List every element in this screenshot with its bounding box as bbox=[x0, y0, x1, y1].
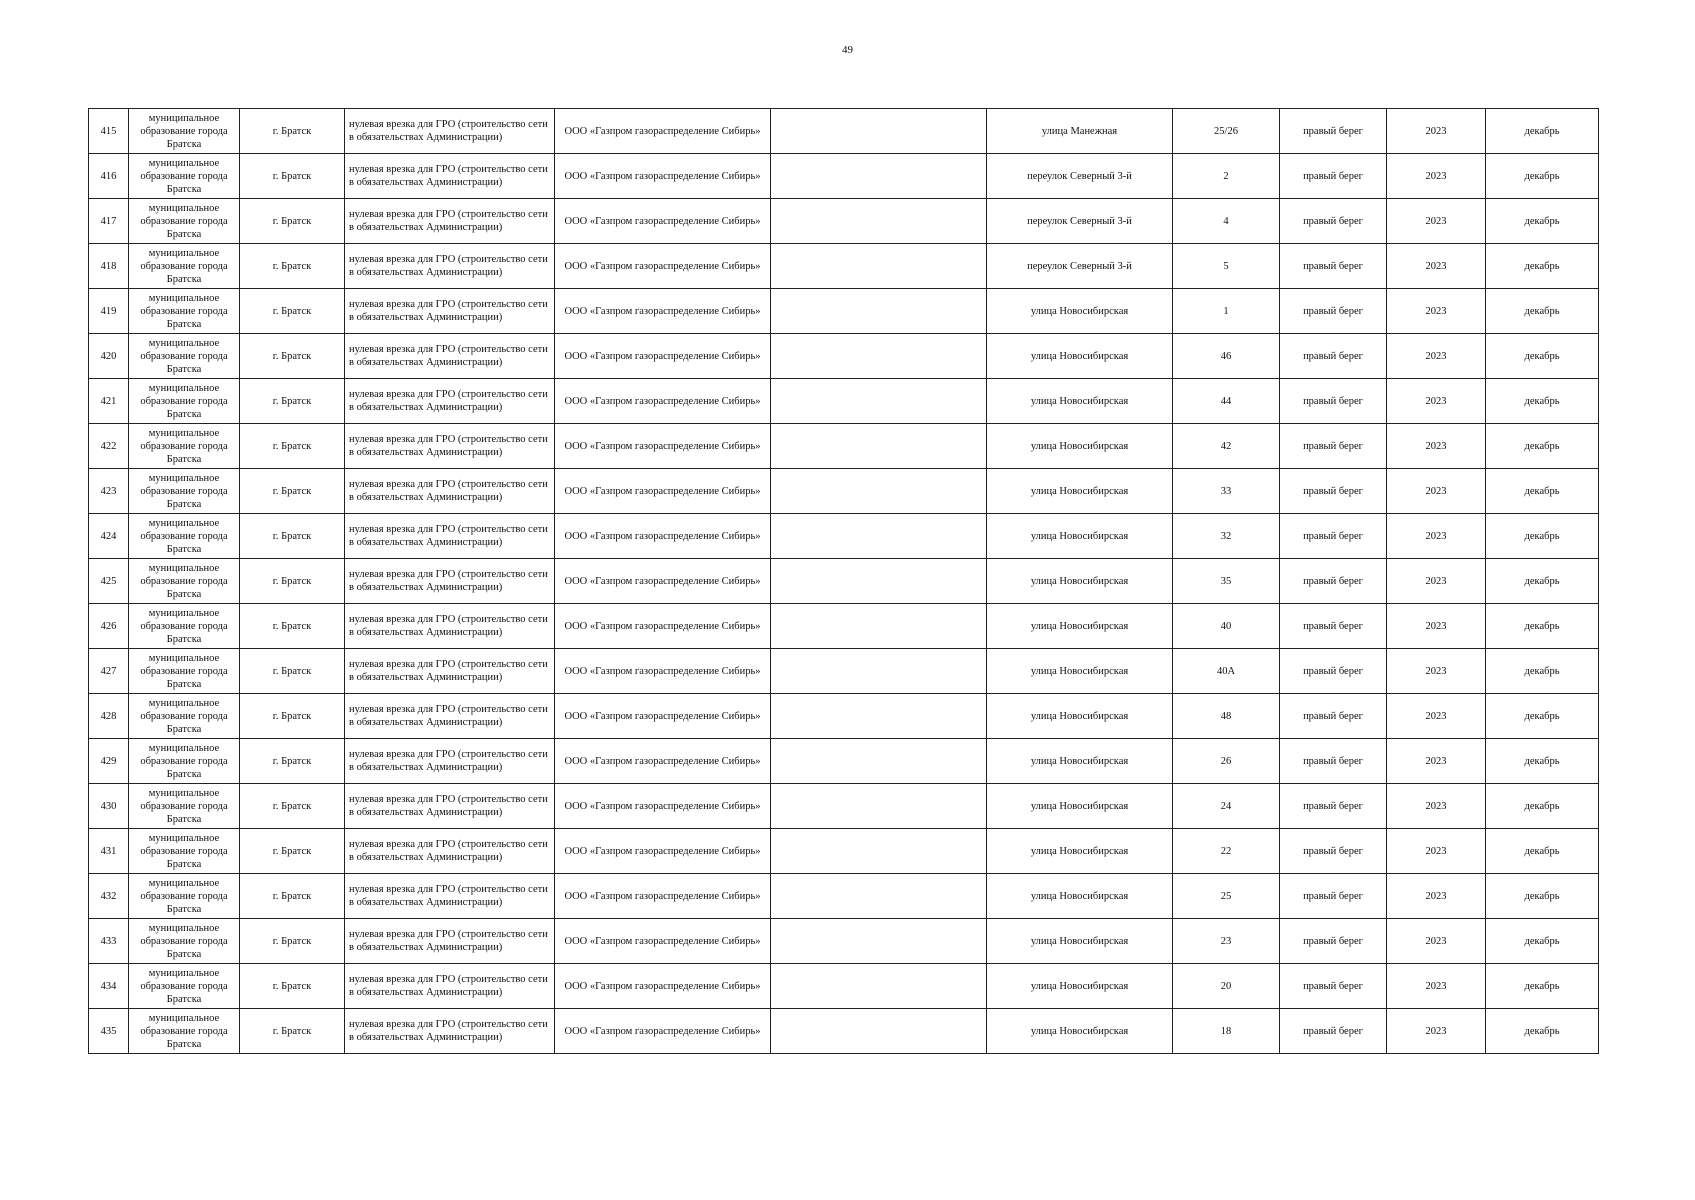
cell-work-description: нулевая врезка для ГРО (строительство сети в обязательствах Администрации) bbox=[345, 109, 555, 154]
cell-empty bbox=[771, 1009, 987, 1054]
cell-river-bank: правый берег bbox=[1280, 604, 1387, 649]
cell-work-description: нулевая врезка для ГРО (строительство сети в обязательствах Администрации) bbox=[345, 739, 555, 784]
table-row bbox=[89, 874, 1599, 919]
cell-gas-company: ООО «Газпром газораспределение Сибирь» bbox=[555, 199, 771, 244]
cell-settlement: г. Братск bbox=[240, 784, 345, 829]
cell-row-number: 423 bbox=[89, 469, 129, 514]
cell-municipality: муниципальное образование города Братска bbox=[129, 874, 240, 919]
cell-house-number: 33 bbox=[1173, 469, 1280, 514]
cell-street: переулок Северный 3-й bbox=[987, 154, 1173, 199]
cell-municipality: муниципальное образование города Братска bbox=[129, 739, 240, 784]
cell-empty bbox=[771, 514, 987, 559]
cell-row-number: 431 bbox=[89, 829, 129, 874]
cell-year: 2023 bbox=[1387, 784, 1486, 829]
cell-street: улица Новосибирская bbox=[987, 829, 1173, 874]
cell-work-description: нулевая врезка для ГРО (строительство сети в обязательствах Администрации) bbox=[345, 1009, 555, 1054]
cell-house-number: 42 bbox=[1173, 424, 1280, 469]
cell-row-number: 426 bbox=[89, 604, 129, 649]
cell-house-number: 26 bbox=[1173, 739, 1280, 784]
cell-row-number: 433 bbox=[89, 919, 129, 964]
page-number: 49 bbox=[842, 44, 853, 56]
cell-row-number: 432 bbox=[89, 874, 129, 919]
cell-work-description: нулевая врезка для ГРО (строительство сети в обязательствах Администрации) bbox=[345, 199, 555, 244]
cell-row-number: 428 bbox=[89, 694, 129, 739]
cell-house-number: 48 bbox=[1173, 694, 1280, 739]
cell-empty bbox=[771, 919, 987, 964]
cell-month: декабрь bbox=[1486, 874, 1599, 919]
cell-river-bank: правый берег bbox=[1280, 919, 1387, 964]
cell-street: улица Новосибирская bbox=[987, 424, 1173, 469]
cell-year: 2023 bbox=[1387, 559, 1486, 604]
cell-empty bbox=[771, 469, 987, 514]
cell-work-description: нулевая врезка для ГРО (строительство сети в обязательствах Администрации) bbox=[345, 784, 555, 829]
cell-work-description: нулевая врезка для ГРО (строительство сети в обязательствах Администрации) bbox=[345, 424, 555, 469]
cell-street: улица Новосибирская bbox=[987, 604, 1173, 649]
cell-row-number: 429 bbox=[89, 739, 129, 784]
cell-month: декабрь bbox=[1486, 199, 1599, 244]
cell-month: декабрь bbox=[1486, 244, 1599, 289]
cell-empty bbox=[771, 784, 987, 829]
cell-row-number: 420 bbox=[89, 334, 129, 379]
table-row bbox=[89, 694, 1599, 739]
table-row bbox=[89, 649, 1599, 694]
cell-gas-company: ООО «Газпром газораспределение Сибирь» bbox=[555, 649, 771, 694]
cell-river-bank: правый берег bbox=[1280, 739, 1387, 784]
cell-empty bbox=[771, 559, 987, 604]
cell-month: декабрь bbox=[1486, 739, 1599, 784]
cell-row-number: 421 bbox=[89, 379, 129, 424]
cell-row-number: 419 bbox=[89, 289, 129, 334]
cell-month: декабрь bbox=[1486, 649, 1599, 694]
cell-municipality: муниципальное образование города Братска bbox=[129, 829, 240, 874]
cell-settlement: г. Братск bbox=[240, 469, 345, 514]
cell-settlement: г. Братск bbox=[240, 379, 345, 424]
cell-settlement: г. Братск bbox=[240, 334, 345, 379]
cell-house-number: 22 bbox=[1173, 829, 1280, 874]
cell-year: 2023 bbox=[1387, 289, 1486, 334]
cell-row-number: 434 bbox=[89, 964, 129, 1009]
cell-river-bank: правый берег bbox=[1280, 109, 1387, 154]
table-row bbox=[89, 829, 1599, 874]
cell-gas-company: ООО «Газпром газораспределение Сибирь» bbox=[555, 154, 771, 199]
cell-street: улица Новосибирская bbox=[987, 469, 1173, 514]
cell-empty bbox=[771, 604, 987, 649]
cell-settlement: г. Братск bbox=[240, 514, 345, 559]
cell-empty bbox=[771, 289, 987, 334]
cell-work-description: нулевая врезка для ГРО (строительство сети в обязательствах Администрации) bbox=[345, 244, 555, 289]
cell-settlement: г. Братск bbox=[240, 739, 345, 784]
cell-street: улица Новосибирская bbox=[987, 559, 1173, 604]
cell-settlement: г. Братск bbox=[240, 154, 345, 199]
cell-municipality: муниципальное образование города Братска bbox=[129, 199, 240, 244]
cell-work-description: нулевая врезка для ГРО (строительство сети в обязательствах Администрации) bbox=[345, 649, 555, 694]
cell-month: декабрь bbox=[1486, 604, 1599, 649]
cell-street: переулок Северный 3-й bbox=[987, 199, 1173, 244]
table-row bbox=[89, 334, 1599, 379]
cell-river-bank: правый берег bbox=[1280, 784, 1387, 829]
cell-municipality: муниципальное образование города Братска bbox=[129, 334, 240, 379]
cell-settlement: г. Братск bbox=[240, 244, 345, 289]
cell-river-bank: правый берег bbox=[1280, 334, 1387, 379]
cell-year: 2023 bbox=[1387, 334, 1486, 379]
cell-year: 2023 bbox=[1387, 919, 1486, 964]
cell-year: 2023 bbox=[1387, 199, 1486, 244]
cell-month: декабрь bbox=[1486, 559, 1599, 604]
table-row bbox=[89, 1009, 1599, 1054]
cell-street: улица Новосибирская bbox=[987, 919, 1173, 964]
cell-work-description: нулевая врезка для ГРО (строительство сети в обязательствах Администрации) bbox=[345, 514, 555, 559]
cell-settlement: г. Братск bbox=[240, 919, 345, 964]
table-row bbox=[89, 739, 1599, 784]
cell-gas-company: ООО «Газпром газораспределение Сибирь» bbox=[555, 469, 771, 514]
cell-street: переулок Северный 3-й bbox=[987, 244, 1173, 289]
table-row bbox=[89, 379, 1599, 424]
cell-street: улица Новосибирская bbox=[987, 334, 1173, 379]
cell-gas-company: ООО «Газпром газораспределение Сибирь» bbox=[555, 379, 771, 424]
cell-settlement: г. Братск bbox=[240, 694, 345, 739]
cell-gas-company: ООО «Газпром газораспределение Сибирь» bbox=[555, 964, 771, 1009]
cell-work-description: нулевая врезка для ГРО (строительство сети в обязательствах Администрации) bbox=[345, 469, 555, 514]
cell-work-description: нулевая врезка для ГРО (строительство сети в обязательствах Администрации) bbox=[345, 874, 555, 919]
cell-work-description: нулевая врезка для ГРО (строительство сети в обязательствах Администрации) bbox=[345, 154, 555, 199]
cell-empty bbox=[771, 379, 987, 424]
cell-river-bank: правый берег bbox=[1280, 289, 1387, 334]
cell-work-description: нулевая врезка для ГРО (строительство сети в обязательствах Администрации) bbox=[345, 289, 555, 334]
cell-gas-company: ООО «Газпром газораспределение Сибирь» bbox=[555, 739, 771, 784]
cell-house-number: 40 bbox=[1173, 604, 1280, 649]
cell-gas-company: ООО «Газпром газораспределение Сибирь» bbox=[555, 694, 771, 739]
cell-work-description: нулевая врезка для ГРО (строительство сети в обязательствах Администрации) bbox=[345, 604, 555, 649]
cell-month: декабрь bbox=[1486, 154, 1599, 199]
cell-gas-company: ООО «Газпром газораспределение Сибирь» bbox=[555, 109, 771, 154]
cell-work-description: нулевая врезка для ГРО (строительство сети в обязательствах Администрации) bbox=[345, 694, 555, 739]
cell-gas-company: ООО «Газпром газораспределение Сибирь» bbox=[555, 1009, 771, 1054]
cell-house-number: 18 bbox=[1173, 1009, 1280, 1054]
table-row bbox=[89, 469, 1599, 514]
cell-month: декабрь bbox=[1486, 109, 1599, 154]
cell-row-number: 435 bbox=[89, 1009, 129, 1054]
cell-month: декабрь bbox=[1486, 919, 1599, 964]
cell-house-number: 46 bbox=[1173, 334, 1280, 379]
cell-municipality: муниципальное образование города Братска bbox=[129, 154, 240, 199]
cell-settlement: г. Братск bbox=[240, 1009, 345, 1054]
cell-year: 2023 bbox=[1387, 469, 1486, 514]
cell-row-number: 416 bbox=[89, 154, 129, 199]
cell-municipality: муниципальное образование города Братска bbox=[129, 784, 240, 829]
cell-gas-company: ООО «Газпром газораспределение Сибирь» bbox=[555, 244, 771, 289]
cell-house-number: 5 bbox=[1173, 244, 1280, 289]
table-row bbox=[89, 244, 1599, 289]
table-row bbox=[89, 604, 1599, 649]
cell-gas-company: ООО «Газпром газораспределение Сибирь» bbox=[555, 919, 771, 964]
cell-municipality: муниципальное образование города Братска bbox=[129, 379, 240, 424]
cell-gas-company: ООО «Газпром газораспределение Сибирь» bbox=[555, 289, 771, 334]
cell-settlement: г. Братск bbox=[240, 649, 345, 694]
cell-house-number: 23 bbox=[1173, 919, 1280, 964]
cell-year: 2023 bbox=[1387, 874, 1486, 919]
cell-river-bank: правый берег bbox=[1280, 199, 1387, 244]
cell-river-bank: правый берег bbox=[1280, 649, 1387, 694]
cell-month: декабрь bbox=[1486, 1009, 1599, 1054]
cell-municipality: муниципальное образование города Братска bbox=[129, 244, 240, 289]
cell-house-number: 1 bbox=[1173, 289, 1280, 334]
table-row bbox=[89, 199, 1599, 244]
cell-settlement: г. Братск bbox=[240, 109, 345, 154]
cell-settlement: г. Братск bbox=[240, 199, 345, 244]
cell-row-number: 422 bbox=[89, 424, 129, 469]
cell-river-bank: правый берег bbox=[1280, 424, 1387, 469]
cell-street: улица Новосибирская bbox=[987, 964, 1173, 1009]
cell-house-number: 20 bbox=[1173, 964, 1280, 1009]
cell-municipality: муниципальное образование города Братска bbox=[129, 559, 240, 604]
cell-municipality: муниципальное образование города Братска bbox=[129, 469, 240, 514]
cell-year: 2023 bbox=[1387, 1009, 1486, 1054]
cell-river-bank: правый берег bbox=[1280, 154, 1387, 199]
cell-empty bbox=[771, 244, 987, 289]
cell-empty bbox=[771, 694, 987, 739]
cell-month: декабрь bbox=[1486, 289, 1599, 334]
cell-municipality: муниципальное образование города Братска bbox=[129, 109, 240, 154]
cell-empty bbox=[771, 874, 987, 919]
cell-year: 2023 bbox=[1387, 649, 1486, 694]
cell-gas-company: ООО «Газпром газораспределение Сибирь» bbox=[555, 784, 771, 829]
cell-work-description: нулевая врезка для ГРО (строительство сети в обязательствах Администрации) bbox=[345, 334, 555, 379]
cell-municipality: муниципальное образование города Братска bbox=[129, 649, 240, 694]
cell-settlement: г. Братск bbox=[240, 964, 345, 1009]
cell-river-bank: правый берег bbox=[1280, 874, 1387, 919]
cell-river-bank: правый берег bbox=[1280, 964, 1387, 1009]
cell-street: улица Новосибирская bbox=[987, 739, 1173, 784]
cell-municipality: муниципальное образование города Братска bbox=[129, 514, 240, 559]
cell-river-bank: правый берег bbox=[1280, 829, 1387, 874]
cell-settlement: г. Братск bbox=[240, 424, 345, 469]
cell-gas-company: ООО «Газпром газораспределение Сибирь» bbox=[555, 424, 771, 469]
cell-settlement: г. Братск bbox=[240, 559, 345, 604]
cell-year: 2023 bbox=[1387, 379, 1486, 424]
cell-work-description: нулевая врезка для ГРО (строительство сети в обязательствах Администрации) bbox=[345, 379, 555, 424]
cell-month: декабрь bbox=[1486, 424, 1599, 469]
cell-year: 2023 bbox=[1387, 154, 1486, 199]
cell-house-number: 32 bbox=[1173, 514, 1280, 559]
table-row bbox=[89, 964, 1599, 1009]
table-row bbox=[89, 514, 1599, 559]
cell-street: улица Новосибирская bbox=[987, 289, 1173, 334]
cell-house-number: 35 bbox=[1173, 559, 1280, 604]
table-row bbox=[89, 109, 1599, 154]
cell-settlement: г. Братск bbox=[240, 874, 345, 919]
cell-street: улица Новосибирская bbox=[987, 514, 1173, 559]
cell-year: 2023 bbox=[1387, 514, 1486, 559]
cell-empty bbox=[771, 649, 987, 694]
cell-municipality: муниципальное образование города Братска bbox=[129, 1009, 240, 1054]
cell-row-number: 417 bbox=[89, 199, 129, 244]
cell-settlement: г. Братск bbox=[240, 829, 345, 874]
cell-street: улица Новосибирская bbox=[987, 379, 1173, 424]
table-row bbox=[89, 424, 1599, 469]
cell-year: 2023 bbox=[1387, 964, 1486, 1009]
cell-row-number: 418 bbox=[89, 244, 129, 289]
cell-municipality: муниципальное образование города Братска bbox=[129, 694, 240, 739]
cell-gas-company: ООО «Газпром газораспределение Сибирь» bbox=[555, 559, 771, 604]
cell-row-number: 427 bbox=[89, 649, 129, 694]
cell-street: улица Новосибирская bbox=[987, 784, 1173, 829]
cell-month: декабрь bbox=[1486, 829, 1599, 874]
cell-municipality: муниципальное образование города Братска bbox=[129, 424, 240, 469]
cell-river-bank: правый берег bbox=[1280, 379, 1387, 424]
table-row bbox=[89, 154, 1599, 199]
cell-river-bank: правый берег bbox=[1280, 469, 1387, 514]
table-body bbox=[89, 109, 1599, 1054]
gas-connection-table bbox=[88, 108, 1599, 1054]
cell-row-number: 425 bbox=[89, 559, 129, 604]
cell-month: декабрь bbox=[1486, 469, 1599, 514]
cell-house-number: 40А bbox=[1173, 649, 1280, 694]
cell-year: 2023 bbox=[1387, 244, 1486, 289]
cell-river-bank: правый берег bbox=[1280, 1009, 1387, 1054]
cell-month: декабрь bbox=[1486, 514, 1599, 559]
cell-year: 2023 bbox=[1387, 694, 1486, 739]
cell-empty bbox=[771, 199, 987, 244]
cell-empty bbox=[771, 109, 987, 154]
cell-gas-company: ООО «Газпром газораспределение Сибирь» bbox=[555, 334, 771, 379]
cell-empty bbox=[771, 829, 987, 874]
cell-month: декабрь bbox=[1486, 694, 1599, 739]
cell-year: 2023 bbox=[1387, 424, 1486, 469]
cell-work-description: нулевая врезка для ГРО (строительство сети в обязательствах Администрации) bbox=[345, 919, 555, 964]
cell-gas-company: ООО «Газпром газораспределение Сибирь» bbox=[555, 514, 771, 559]
table-row bbox=[89, 919, 1599, 964]
cell-river-bank: правый берег bbox=[1280, 244, 1387, 289]
cell-month: декабрь bbox=[1486, 379, 1599, 424]
cell-month: декабрь bbox=[1486, 334, 1599, 379]
cell-house-number: 24 bbox=[1173, 784, 1280, 829]
cell-house-number: 2 bbox=[1173, 154, 1280, 199]
cell-row-number: 424 bbox=[89, 514, 129, 559]
table-row bbox=[89, 559, 1599, 604]
cell-municipality: муниципальное образование города Братска bbox=[129, 964, 240, 1009]
cell-empty bbox=[771, 964, 987, 1009]
cell-work-description: нулевая врезка для ГРО (строительство сети в обязательствах Администрации) bbox=[345, 559, 555, 604]
cell-gas-company: ООО «Газпром газораспределение Сибирь» bbox=[555, 829, 771, 874]
cell-street: улица Новосибирская bbox=[987, 1009, 1173, 1054]
cell-month: декабрь bbox=[1486, 964, 1599, 1009]
cell-house-number: 44 bbox=[1173, 379, 1280, 424]
cell-street: улица Новосибирская bbox=[987, 694, 1173, 739]
table-row bbox=[89, 784, 1599, 829]
cell-street: улица Новосибирская bbox=[987, 874, 1173, 919]
cell-house-number: 4 bbox=[1173, 199, 1280, 244]
cell-empty bbox=[771, 424, 987, 469]
cell-house-number: 25 bbox=[1173, 874, 1280, 919]
cell-month: декабрь bbox=[1486, 784, 1599, 829]
cell-municipality: муниципальное образование города Братска bbox=[129, 919, 240, 964]
cell-house-number: 25/26 bbox=[1173, 109, 1280, 154]
cell-gas-company: ООО «Газпром газораспределение Сибирь» bbox=[555, 604, 771, 649]
cell-year: 2023 bbox=[1387, 604, 1486, 649]
cell-gas-company: ООО «Газпром газораспределение Сибирь» bbox=[555, 874, 771, 919]
table-row bbox=[89, 289, 1599, 334]
cell-year: 2023 bbox=[1387, 109, 1486, 154]
cell-municipality: муниципальное образование города Братска bbox=[129, 604, 240, 649]
cell-work-description: нулевая врезка для ГРО (строительство сети в обязательствах Администрации) bbox=[345, 829, 555, 874]
cell-row-number: 430 bbox=[89, 784, 129, 829]
cell-river-bank: правый берег bbox=[1280, 559, 1387, 604]
cell-empty bbox=[771, 154, 987, 199]
cell-municipality: муниципальное образование города Братска bbox=[129, 289, 240, 334]
cell-row-number: 415 bbox=[89, 109, 129, 154]
cell-empty bbox=[771, 739, 987, 784]
cell-empty bbox=[771, 334, 987, 379]
cell-street: улица Новосибирская bbox=[987, 649, 1173, 694]
cell-year: 2023 bbox=[1387, 739, 1486, 784]
cell-year: 2023 bbox=[1387, 829, 1486, 874]
cell-work-description: нулевая врезка для ГРО (строительство сети в обязательствах Администрации) bbox=[345, 964, 555, 1009]
cell-settlement: г. Братск bbox=[240, 289, 345, 334]
cell-street: улица Манежная bbox=[987, 109, 1173, 154]
cell-river-bank: правый берег bbox=[1280, 514, 1387, 559]
cell-river-bank: правый берег bbox=[1280, 694, 1387, 739]
cell-settlement: г. Братск bbox=[240, 604, 345, 649]
